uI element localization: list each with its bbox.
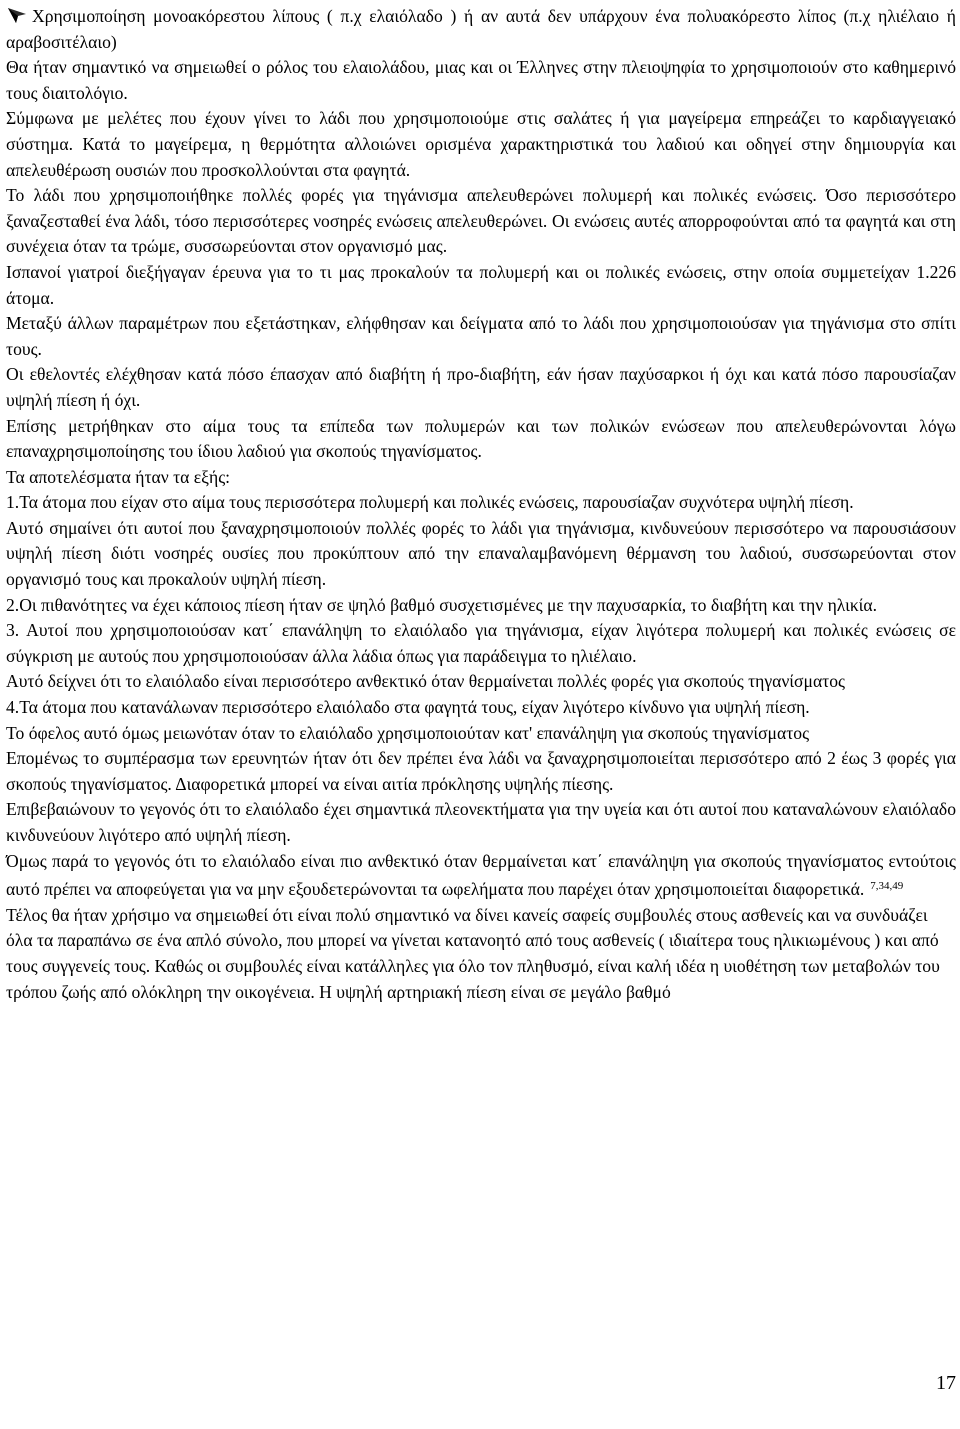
paragraph: Σύμφωνα με μελέτες που έχουν γίνει το λάδι που χρησιμοποιούμε στις σαλάτες ή για μαγείρεμα επηρεάζει το καρδιαγγειακό σύστημα. Κατά το μαγείρεμα, η θερμότητα αλλοιώνει ορισμένα χαρακτηριστικά του λαδιού και οδηγεί στην δημιουργία και απελευθέρωση ουσιών που προσκολλούνται στα φαγητά. <box>6 108 956 180</box>
paragraph-text: Όμως παρά το γεγονός ότι το ελαιόλαδο είναι πιο ανθεκτικό όταν θερμαίνεται κατ΄ επανάληψη για σκοπούς τηγανίσματος εντούτοις αυτό πρέπει να αποφεύγεται για να μην εξουδετερώνονται τα ωφελήματα που παρέχει όταν χρησιμοποιείται διαφορετικά. <box>6 850 956 900</box>
paragraph: Οι εθελοντές ελέχθησαν κατά πόσο έπασχαν από διαβήτη ή προ-διαβήτη, εάν ήσαν παχύσαρκοι ή όχι και κατά πόσο παρουσίαζαν υψηλή πίεση ή όχι. <box>6 364 956 410</box>
paragraph: Αυτό σημαίνει ότι αυτοί που ξαναχρησιμοποιούν πολλές φορές το λάδι για τηγάνισμα, κινδυνεύουν περισσότερο να παρουσιάσουν υψηλή πίεση διότι νοσηρές ουσίες που προκύπτουν από την επαναλαμβανόμενη θέρμανση του λαδιού, συσσωρεύονται στον οργανισμό τους και προκαλούν υψηλή πίεση. <box>6 517 956 590</box>
result-item: 4.Τα άτομα που κατανάλωναν περισσότερο ελαιόλαδο στα φαγητά τους, είχαν λιγότερο κίνδυνο για υψηλή πίεση. <box>6 697 810 718</box>
result-item: 3. Αυτοί που χρησιμοποιούσαν κατ΄ επανάληψη το ελαιόλαδο για τηγάνισμα, είχαν λιγότερα πολυμερή και πολικές ενώσεις σε σύγκριση με αυτούς που χρησιμοποιούσαν άλλα λάδια όπως για παράδειγμα το ηλιέλαιο. <box>6 620 956 666</box>
paragraph: Επίσης μετρήθηκαν στο αίμα τους τα επίπεδα των πολυμερών και των πολικών ενώσεων που απελευθερώνονται λόγω επαναχρησιμοποίησης του ίδιου λαδιού για σκοπούς τηγανίσματος. <box>6 415 956 462</box>
paragraph <box>6 849 956 903</box>
citation-superscript: 7,34,49 <box>870 880 904 893</box>
paragraph: Τα αποτελέσματα ήταν τα εξής: <box>6 466 231 487</box>
paragraph: Τέλος θα ήταν χρήσιμο να σημειωθεί ότι είναι πολύ σημαντικό να δίνει κανείς σαφείς συμβουλές στους ασθενείς και να συνδυάζει όλα τα παραπάνω σε ένα απλό σύνολο, που μπορεί να γίνεται κατανοητό από τους ασθενείς ( ιδιαίτερα τους ηλικιωμένους ) και από τους συγγενείς τους. Καθώς οι συμβουλές είναι κατάλληλες για όλο τον πληθυσμό, είναι καλή ιδέα η υιοθέτηση των μεταβολών του τρόπου ζωής από ολόκληρη την οικογένεια. Η υψηλή αρτηριακή πίεση είναι σε μεγάλο βαθμό <box>6 904 940 1002</box>
paragraph: Θα ήταν σημαντικό να σημειωθεί ο ρόλος του ελαιολάδου, μιας και οι Έλληνες στην πλειοψηφία το χρησιμοποιούν στο καθημερινό τους διαιτολόγιο. <box>6 57 956 103</box>
result-item: 2.Οι πιθανότητες να έχει κάποιος πίεση ήταν σε ψηλό βαθμό συσχετισμένες με την παχυσαρκία, το διαβήτη και την ηλικία. <box>6 594 878 615</box>
paragraph: Το λάδι που χρησιμοποιήθηκε πολλές φορές για τηγάνισμα απελευθερώνει πολυμερή και πολικές ενώσεις. Όσο περισσότερο ξαναζεσταθεί ένα λάδι, τόσο περισσότερες νοσηρές ενώσεις απελευθερώνει. Οι ενώσεις αυτές απορροφούνται από τα φαγητά και στη συνέχεια όταν τα τρώμε, συσσωρεύονται στον οργανισμό μας. <box>6 185 956 257</box>
paragraph: Επιβεβαιώνουν το γεγονός ότι το ελαιόλαδο έχει σημαντικά πλεονεκτήματα για την υγεία και ότι αυτοί που καταναλώνουν ελαιόλαδο κινδυνεύουν λιγότερο από υψηλή πίεση. <box>6 799 956 845</box>
bullet-paragraph <box>6 4 956 55</box>
result-item: 1.Τα άτομα που είχαν στο αίμα τους περισσότερα πολυμερή και πολικές ενώσεις, παρουσίαζαν συχνότερα υψηλή πίεση. <box>6 492 854 513</box>
bullet-text: Χρησιμοποίηση μονοακόρεστου λίπους ( π.χ ελαιόλαδο ) ή αν αυτά δεν υπάρχουν ένα πολυακόρεστο λίπος (π.χ ηλιέλαιο ή αραβοσιτέλαιο) <box>6 6 956 52</box>
paragraph: Το όφελος αυτό όμως μειωνόταν όταν το ελαιόλαδο χρησιμοποιούταν κατ' επανάληψη για σκοπούς τηγανίσματος <box>6 722 810 743</box>
bullet-arrow-icon <box>6 6 28 24</box>
document-body <box>6 4 956 1005</box>
paragraph: Επομένως το συμπέρασμα των ερευνητών ήταν ότι δεν πρέπει ένα λάδι να ξαναχρησιμοποιείται περισσότερο από 2 έως 3 φορές για σκοπούς τηγανίσματος. Διαφορετικά μπορεί να είναι αιτία πρόκλησης υψηλής πίεσης. <box>6 748 956 794</box>
paragraph: Μεταξύ άλλων παραμέτρων που εξετάστηκαν, ελήφθησαν και δείγματα από το λάδι που χρησιμοποιούσαν για τηγάνισμα στο σπίτι τους. <box>6 313 956 359</box>
paragraph: Ισπανοί γιατροί διεξήγαγαν έρευνα για το τι μας προκαλούν τα πολυμερή και οι πολικές ενώσεις, στην οποία συμμετείχαν 1.226 άτομα. <box>6 261 956 308</box>
page-number: 17 <box>936 1372 956 1394</box>
paragraph: Αυτό δείχνει ότι το ελαιόλαδο είναι περισσότερο ανθεκτικό όταν θερμαίνεται πολλές φορές για σκοπούς τηγανίσματος <box>6 671 846 692</box>
